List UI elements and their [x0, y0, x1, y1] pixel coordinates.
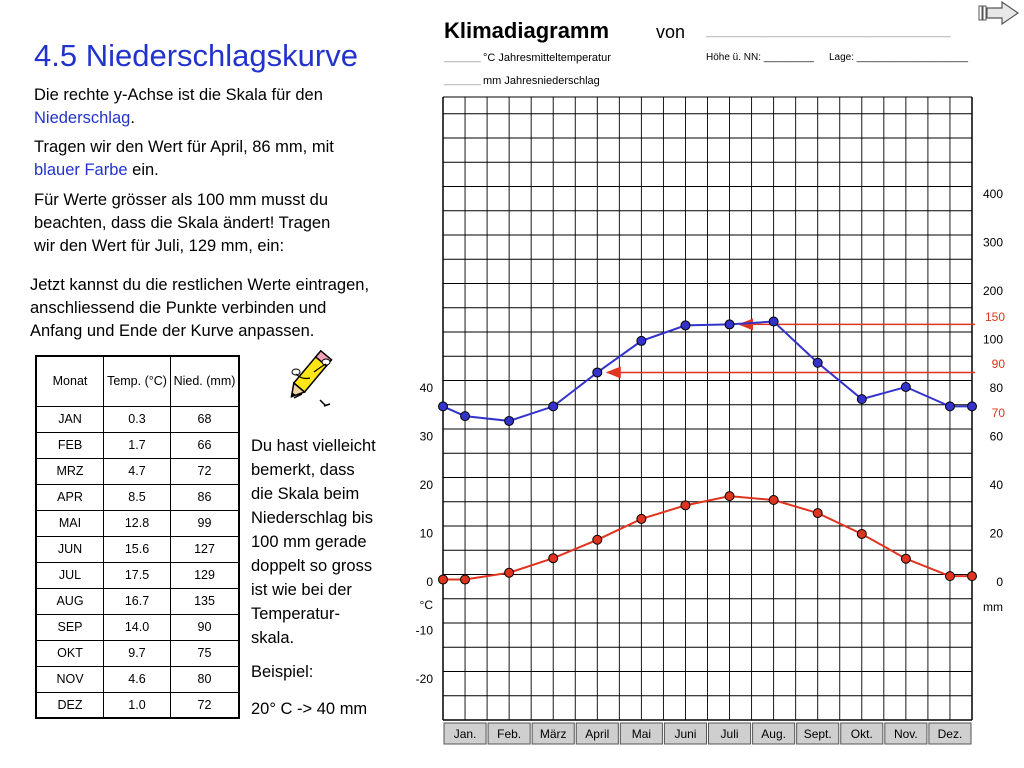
paragraph-text: ein.: [127, 161, 159, 179]
paragraph-line: Jetzt kannst du die restlichen Werte eintragen,: [30, 276, 370, 294]
cell-precip: 66: [171, 432, 240, 458]
lage-label: Lage: ____________________: [829, 52, 969, 63]
cell-month: SEP: [36, 614, 104, 640]
example-label: Beispiel:: [251, 663, 314, 681]
chart-title: Klimadiagramm: [444, 18, 610, 43]
precipitation-point: [637, 336, 646, 345]
right-axis-tick: 100: [982, 332, 1003, 347]
cell-precip: 86: [171, 484, 240, 510]
cell-precip: 135: [171, 588, 240, 614]
month-label: Okt.: [850, 727, 873, 741]
month-label: Mai: [631, 727, 652, 741]
annotation-label: 70: [991, 406, 1005, 420]
paragraph-line: wir den Wert für Juli, 129 mm, ein:: [34, 237, 285, 255]
cell-temp: 8.5: [104, 484, 171, 510]
cell-precip: 72: [171, 458, 240, 484]
paragraph-line: anschliessend die Punkte verbinden und: [30, 299, 327, 317]
right-axis-tick: 300: [982, 235, 1003, 250]
month-label: März: [539, 727, 567, 741]
precipitation-point: [461, 412, 470, 421]
month-label: Juni: [674, 727, 697, 741]
left-axis-unit: °C: [419, 598, 433, 612]
cell-month: JUL: [36, 562, 104, 588]
cell-temp: 9.7: [104, 640, 171, 666]
cell-precip: 99: [171, 510, 240, 536]
paragraph-line: Tragen wir den Wert für April, 86 mm, mit: [34, 138, 334, 156]
precipitation-point: [813, 358, 822, 367]
annotation-label: 90: [991, 357, 1005, 371]
temperature-point: [593, 535, 602, 544]
temperature-point: [505, 568, 514, 577]
month-label: Juli: [720, 727, 739, 741]
paragraph-line: Anfang und Ende der Kurve anpassen.: [30, 322, 315, 340]
precipitation-point: [725, 320, 734, 329]
cell-month: AUG: [36, 588, 104, 614]
cell-month: OKT: [36, 640, 104, 666]
temperature-point: [637, 514, 646, 523]
header-nied: Nied. (mm): [171, 356, 240, 406]
temperature-point: [769, 496, 778, 505]
precipitation-point: [505, 416, 514, 425]
highlight-blue-color: blauer Farbe: [34, 161, 128, 179]
location-blank: ________________________________________: [706, 26, 951, 38]
right-axis-tick: 0: [996, 575, 1003, 589]
right-axis-tick: 400: [982, 187, 1003, 201]
right-axis-tick: 200: [982, 284, 1003, 298]
cell-precip: 75: [171, 640, 240, 666]
cell-temp: 15.6: [104, 536, 171, 562]
precip-label: mm Jahresniederschlag: [483, 75, 600, 87]
month-label: April: [585, 727, 610, 741]
month-label: Sept.: [803, 727, 832, 741]
note-line: 100 mm gerade: [251, 533, 367, 551]
note-line: bemerkt, dass: [251, 461, 355, 479]
month-label: Feb.: [497, 727, 522, 741]
right-axis-tick: 60: [989, 429, 1003, 444]
precip-blank: ______: [444, 74, 481, 86]
annotation-label: 150: [984, 310, 1005, 324]
cell-month: MAI: [36, 510, 104, 536]
precipitation-point: [945, 402, 954, 411]
cell-precip: 80: [171, 666, 240, 692]
cell-temp: 1.0: [104, 692, 171, 718]
precipitation-point: [549, 402, 558, 411]
cell-month: JUN: [36, 536, 104, 562]
cell-temp: 4.7: [104, 458, 171, 484]
temperature-point: [813, 509, 822, 518]
left-axis-tick: 10: [419, 526, 433, 541]
precipitation-point: [857, 395, 866, 404]
note-line: Niederschlag bis: [251, 509, 373, 527]
highlight-niederschlag: Niederschlag: [34, 109, 131, 127]
cell-month: MRZ: [36, 458, 104, 484]
temperature-point: [901, 554, 910, 563]
temperature-point: [945, 572, 954, 581]
paragraph-line: beachten, dass die Skala ändert! Tragen: [34, 214, 331, 232]
chart-title-von: von: [656, 22, 686, 42]
right-axis-tick: 40: [989, 478, 1003, 492]
cell-precip: 129: [171, 562, 240, 588]
temperature-point: [681, 501, 690, 510]
cell-temp: 14.0: [104, 614, 171, 640]
hoehe-label: Höhe ü. NN: _________: [706, 52, 814, 63]
month-label: Aug.: [761, 727, 786, 741]
cell-precip: 72: [171, 692, 240, 718]
cell-temp: 1.7: [104, 432, 171, 458]
cell-temp: 0.3: [104, 406, 171, 432]
temp-label: °C Jahresmitteltemperatur: [483, 52, 611, 64]
header-temp: Temp. (°C): [104, 356, 171, 406]
example-value: 20° C -> 40 mm: [251, 700, 368, 718]
cell-precip: 68: [171, 406, 240, 432]
note-line: ist wie bei der: [251, 581, 352, 599]
cell-precip: 127: [171, 536, 240, 562]
precipitation-point: [769, 317, 778, 326]
cell-temp: 16.7: [104, 588, 171, 614]
left-axis-tick: 0: [426, 575, 433, 589]
cell-month: FEB: [36, 432, 104, 458]
cell-temp: 12.8: [104, 510, 171, 536]
temperature-point: [857, 529, 866, 538]
temperature-point: [968, 572, 977, 581]
left-axis-tick: -10: [415, 623, 433, 638]
temperature-point: [439, 575, 448, 584]
temp-blank: ______: [444, 51, 481, 63]
note-line: die Skala beim: [251, 485, 360, 503]
temperature-point: [461, 575, 470, 584]
cell-month: NOV: [36, 666, 104, 692]
cell-precip: 90: [171, 614, 240, 640]
cell-temp: 4.6: [104, 666, 171, 692]
month-label: Jan.: [453, 727, 477, 741]
cell-month: JAN: [36, 406, 104, 432]
cell-temp: 17.5: [104, 562, 171, 588]
precipitation-point: [681, 321, 690, 330]
left-axis-tick: 20: [419, 478, 433, 492]
left-axis-tick: 40: [419, 381, 433, 395]
right-axis-unit: mm: [983, 600, 1003, 614]
right-axis-tick: 20: [989, 526, 1003, 541]
slide-title: 4.5 Niederschlagskurve: [34, 38, 358, 73]
cell-month: DEZ: [36, 692, 104, 718]
period: .: [130, 109, 135, 127]
precipitation-point: [593, 368, 602, 377]
note-line: Du hast vielleicht: [251, 437, 376, 455]
note-line: doppelt so gross: [251, 557, 373, 575]
note-line: skala.: [251, 629, 295, 647]
right-axis-tick: 80: [989, 381, 1003, 395]
left-axis-tick: -20: [415, 672, 433, 686]
precipitation-point: [901, 383, 910, 392]
month-label: Dez.: [937, 727, 963, 741]
header-monat: Monat: [36, 356, 104, 406]
precipitation-point: [968, 402, 977, 411]
precipitation-point: [439, 402, 448, 411]
temperature-point: [549, 554, 558, 563]
paragraph-line: Für Werte grösser als 100 mm musst du: [34, 191, 329, 209]
cell-month: APR: [36, 484, 104, 510]
paragraph-line: Die rechte y-Achse ist die Skala für den: [34, 86, 323, 104]
left-axis-tick: 30: [419, 429, 433, 444]
month-label: Nov.: [893, 727, 918, 741]
temperature-point: [725, 492, 734, 501]
note-line: Temperatur-: [251, 605, 340, 623]
